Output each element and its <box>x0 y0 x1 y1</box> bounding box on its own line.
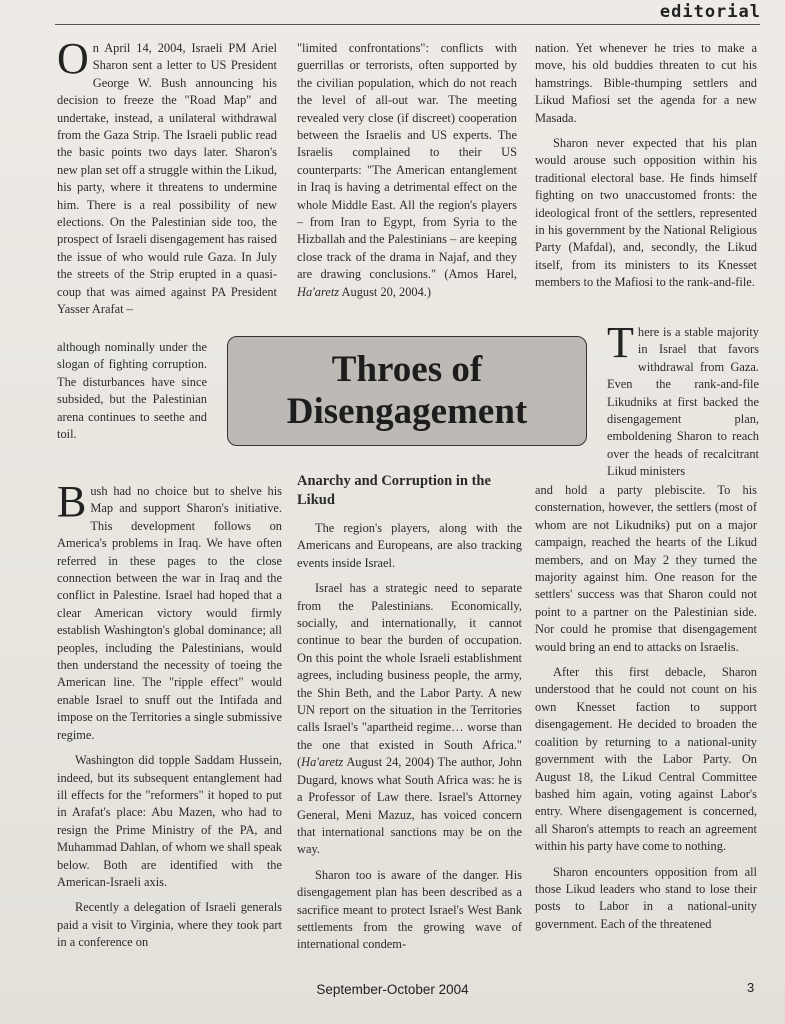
top-rule <box>55 24 760 25</box>
paragraph: and hold a party plebiscite. To his consternation, however, the settlers (most of whom are not Likudniks) put on a major campaign, reached the hearts of the Likud members, and on May 2 they turned the majority against him. One reason for the settlers' success was that Sharon could not point to a partner on the Palestinian side. Nor could he promise that disengagement would bring an end to attacks on Israelis. <box>535 483 757 654</box>
column-2-top <box>297 40 517 309</box>
paragraph: Sharon encounters opposition from all those Likud leaders who stand to lose their posts to Labor in a national-unity government. Each of the threatened <box>535 864 757 931</box>
paragraph-text: n April 14, 2004, Israeli PM Ariel Sharon sent a letter to US President George W. Bush announcing his decision to freeze the "Road Map" and undertake, instead, a unilateral withdrawal from the Gaza Strip. The Israeli public read the basic points two days later. Sharon's new plan set off a struggle within the Likud, his party, where it threatens to undermine him. There is a real possibility of new elections. On the Palestinian side too, the prospect of Israeli disengagement has raised the issue of who would rule Gaza. In July the streets of the Strip erupted in a quasi-coup that was aimed against PA President Yasser Arafat – <box>57 41 277 317</box>
drop-cap: T <box>607 318 634 367</box>
column-3-lower <box>535 482 757 941</box>
paragraph-text: Israel has a strategic need to separate from the Palestinians. Economically, socially, and internationally, it cannot continue to bear the burden of occupation. On this point the whole Israeli establishment agrees, including business people, the army, the Shin Beth, and the Labor Party. A new UN report on the situation in the Territories calls Israel's "apartheid regime… worse than the one that existed in South Africa." ( <box>297 581 522 770</box>
paragraph: Recently a delegation of Israeli generals paid a visit to Virginia, where they took part in a conference on <box>57 900 282 950</box>
issue-date: September-October 2004 <box>316 982 469 997</box>
column-3-top <box>535 40 757 300</box>
paragraph-text: "limited confrontations": conflicts with guerrillas or terrorists, often supported by the civilian population, which do not reach the level of all-out war. The meeting revealed very close (if discreet) cooperation between the Israelis and US experts. The Israelis complained to their US counterparts: "The American entanglement in Iraq is having a detrimental effect on the whole Middle East. All the region's players – from Iran to Egypt, from Syria to the Hizballah and the Palestinians – are keeping close track of the drama in Najaf, and they are drawing conclusions." (Amos Harel, <box>297 41 517 282</box>
drop-cap: O <box>57 34 89 83</box>
column-1-top <box>57 34 277 327</box>
paragraph: nation. Yet whenever he tries to make a move, his old buddies threaten to cut his hamstrings. Bible-thumping settlers and Likud Mafiosi set the agenda for a new Masada. <box>535 41 757 125</box>
paragraph: The region's players, along with the Americans and Europeans, are also tracking events inside Israel. <box>297 521 522 570</box>
column-2-lower <box>297 472 522 962</box>
paragraph-text: August 24, 2004) The author, John Dugard, knows what South Africa was: he is a Professor of Law there. Israel's Attorney General, Meni Mazuz, has voiced concern that international sanctions may be on the way. <box>297 755 522 857</box>
column-1-lower <box>57 477 282 960</box>
paragraph: Sharon too is aware of the danger. His disengagement plan has been described as a sacrifice meant to protect Israel's West Bank settlements from the growing wave of international condem- <box>297 867 522 952</box>
column-1-wrap <box>57 339 207 451</box>
column-3-wrap <box>607 318 759 489</box>
paragraph: Washington did topple Saddam Hussein, indeed, but its subsequent entanglement had ill effects for the "reformers" it hoped to put in Arafat's place: Abu Mazen, who had to resign the Prime Ministry of the PA, and Muhammad Dahlan, of whom we shall speak below. Both are identified with the American-Israeli axis. <box>57 753 282 889</box>
paragraph-text: August 20, 2004.) <box>341 284 432 299</box>
citation: Ha'aretz <box>301 755 344 770</box>
paragraph: although nominally under the slogan of fighting corruption. The disturbances have since subsided, but the Palestinian arena continues to seethe and toil. <box>57 340 207 442</box>
paragraph <box>607 318 759 481</box>
section-tag: editorial <box>659 2 761 22</box>
paragraph-text: ush had no choice but to shelve his Map and support Sharon's initiative. This development follows on America's problems in Iraq. We have often referred in these pages to the close connection between the war in Iraq and the conflict in Palestine. Israel had hoped that a clear American victory would firmly establish Washington's global dominance; all peoples, including the Palestinians, would then understand the necessity of toeing the American line. The "ripple effect" would enable Israel to snuff out the Intifada and impose on the Territories a single submissive regime. <box>57 484 282 742</box>
headline-line-2: Disengagement <box>286 391 528 432</box>
paragraph: Sharon never expected that his plan would arouse such opposition within his traditional electoral base. He finds himself fighting on two unaccustomed fronts: the ideological front of the settlers, represented in his government by the National Religious Party (Mafdal), and, secondly, the Likud itself, from its ministers to its Knesset members to the Mafiosi to the rank-and-file. <box>535 136 757 290</box>
paragraph <box>57 477 282 744</box>
headline-box <box>227 336 587 446</box>
citation: Ha'aretz <box>297 284 340 299</box>
paragraph-text: here is a stable majority in Israel that favors withdrawal from Gaza. Even the rank-and-file Likudniks at first backed the disengagement plan, emboldening Sharon to reach over the heads of recalcitrant Likud ministers <box>607 325 759 479</box>
drop-cap: B <box>57 477 87 526</box>
paragraph: After this first debacle, Sharon understood that he could not count on his own Knesset faction to support disengagement. He decided to broaden the coalition by returning to a national-unity government with the Labor Party. On August 18, the Likud Central Committee bashed him again, voting against Labor's entry. Where disengagement is concerned, all Sharon's attempts to reach an agreement within his party have come to nothing. <box>535 665 757 854</box>
paragraph <box>297 580 522 859</box>
page-number: 3 <box>747 980 755 995</box>
subheading: Anarchy and Corruption in the Likud <box>297 473 491 508</box>
headline-line-1: Throes of <box>331 349 483 390</box>
paragraph <box>57 34 277 319</box>
paragraph <box>297 40 517 301</box>
